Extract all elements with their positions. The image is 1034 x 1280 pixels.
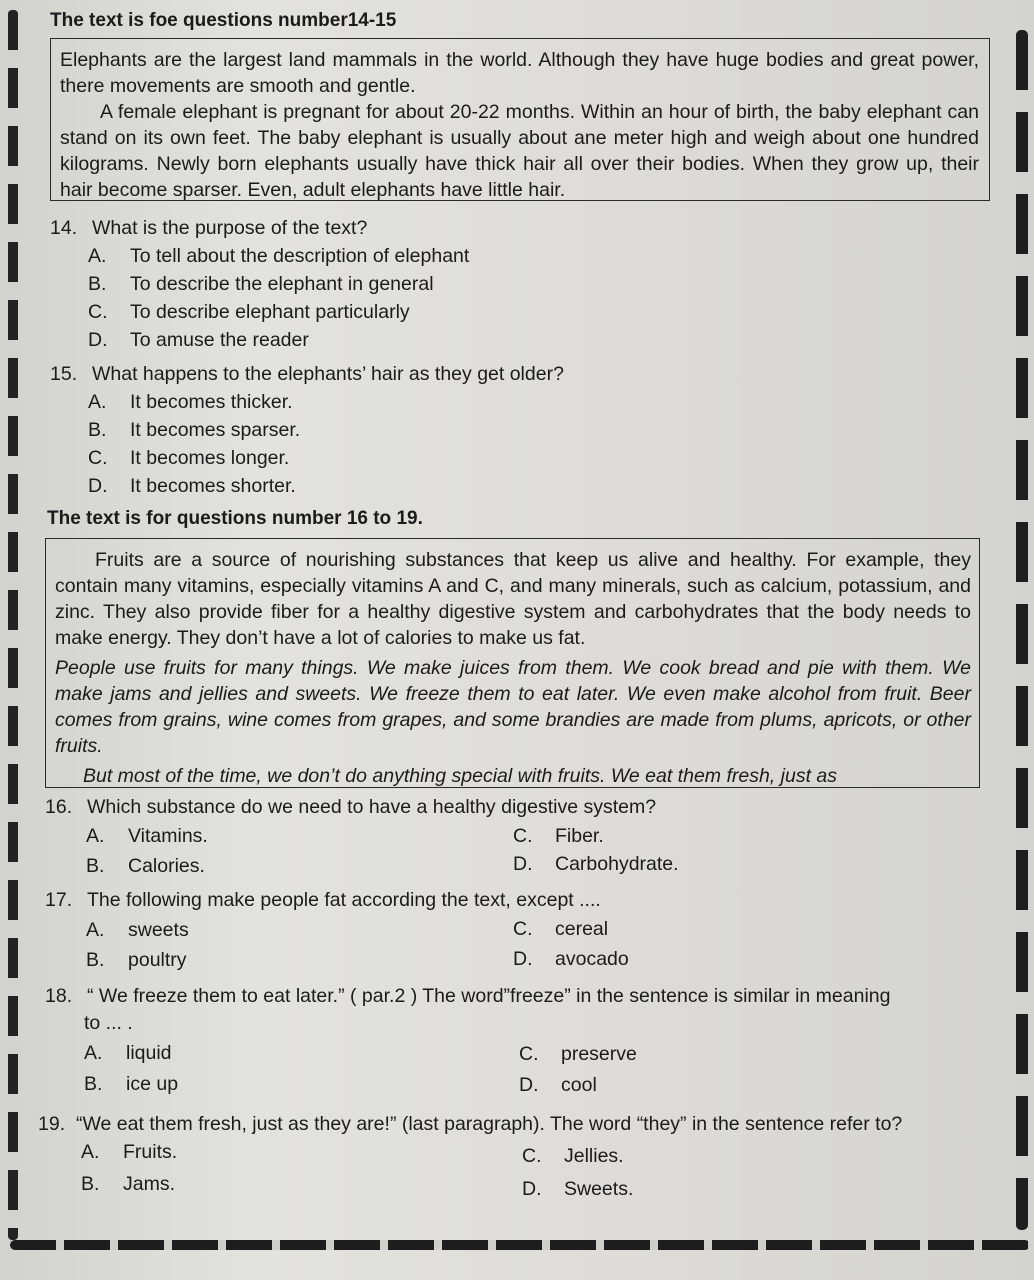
option-17c[interactable] (513, 918, 608, 941)
option-letter: C. (522, 1145, 542, 1167)
option-19c[interactable] (522, 1145, 624, 1168)
option-letter: D. (88, 329, 108, 351)
option-16d[interactable] (513, 853, 679, 876)
option-letter: C. (519, 1043, 539, 1065)
option-text: cool (561, 1074, 597, 1096)
option-letter: C. (513, 825, 533, 847)
question-17 (45, 889, 601, 912)
question-19 (38, 1113, 902, 1136)
option-text: cereal (555, 918, 609, 940)
option-text: liquid (126, 1042, 172, 1064)
option-letter: B. (84, 1073, 103, 1095)
elephant-passage (50, 38, 990, 201)
option-letter: A. (86, 825, 105, 847)
binding-right (1016, 30, 1028, 1230)
option-14a[interactable] (88, 245, 469, 268)
passage1-paragraph-1: Elephants are the largest land mammals in the world. Although they have huge bodies and great power, there movements are smooth and gentle. (60, 49, 979, 97)
question-15 (50, 363, 564, 386)
option-16b[interactable] (86, 855, 205, 878)
option-18b[interactable] (84, 1073, 178, 1096)
option-text: Calories. (128, 855, 205, 877)
question-number: 18. (45, 985, 73, 1007)
question-number: 16. (45, 796, 73, 818)
option-text: Vitamins. (128, 825, 208, 847)
option-17a[interactable] (86, 919, 189, 942)
question-number: 15. (50, 363, 78, 385)
option-letter: D. (522, 1178, 542, 1200)
option-letter: D. (513, 853, 533, 875)
option-letter: A. (86, 919, 105, 941)
option-letter: D. (88, 475, 108, 497)
option-letter: B. (81, 1173, 100, 1195)
passage2-paragraph-1: Fruits are a source of nourishing substances that keep us alive and healthy. For example, they contain many vitamins, especially vitamins A and C, and many minerals, such as calcium, potassium, and zinc. They also provide fiber for a healthy digestive system and carbohydrates that the body needs to make energy. They don’t have a lot of calories to make us fat. (55, 549, 971, 649)
option-text: poultry (128, 949, 187, 971)
option-letter: C. (88, 301, 108, 323)
option-14b[interactable] (88, 273, 434, 296)
option-letter: C. (88, 447, 108, 469)
option-18a[interactable] (84, 1042, 172, 1065)
passage2-paragraph-2: People use fruits for many things. We make juices from them. We cook bread and pie with them. We make jams and jellies and sweets. We freeze them to eat later. We even make alcohol from fruit. Beer comes from grains, wine comes from grapes, and some brandies are made from plums, apricots, or other fruits. (55, 657, 971, 757)
question-14 (50, 217, 367, 240)
question-text: The following make people fat according the text, except .... (87, 889, 601, 911)
option-text: To describe the elephant in general (130, 273, 434, 295)
option-letter: B. (86, 949, 105, 971)
question-number: 19. (38, 1113, 66, 1135)
question-18 (45, 985, 890, 1008)
option-text: Sweets. (564, 1178, 634, 1200)
option-letter: A. (88, 391, 107, 413)
question-text: What is the purpose of the text? (92, 217, 368, 239)
option-letter: A. (84, 1042, 103, 1064)
section1-heading: The text is foe questions number14-15 (50, 10, 397, 31)
option-text: ice up (126, 1073, 179, 1095)
option-19d[interactable] (522, 1178, 633, 1201)
option-text: Fruits. (123, 1141, 178, 1163)
option-text: preserve (561, 1043, 637, 1065)
binding-left (8, 10, 18, 1240)
option-18c[interactable] (519, 1043, 637, 1066)
question-text: “ We freeze them to eat later.” ( par.2 ) The word”freeze” in the sentence is similar in meaning (87, 985, 891, 1007)
option-17d[interactable] (513, 948, 629, 971)
option-text: Carbohydrate. (555, 853, 679, 875)
option-text: To tell about the description of elephant (130, 245, 470, 267)
option-19a[interactable] (81, 1141, 177, 1164)
option-16a[interactable] (86, 825, 208, 848)
binding-bottom (10, 1240, 1030, 1250)
option-text: Fiber. (555, 825, 604, 847)
option-19b[interactable] (81, 1173, 175, 1196)
option-text: To amuse the reader (130, 329, 309, 351)
passage1-paragraph-2: A female elephant is pregnant for about 20-22 months. Within an hour of birth, the baby elephant can stand on its own feet. The baby elephant is usually about ane meter high and weigh about one hundred kilograms. Newly born elephants usually have thick hair all over their bodies. When they grow up, their hair become sparser. Even, adult elephants have little hair. (60, 101, 979, 201)
question-text: What happens to the elephants’ hair as they get older? (92, 363, 564, 385)
option-18d[interactable] (519, 1074, 597, 1097)
question-18-continuation: to ... . (84, 1012, 133, 1034)
option-text: It becomes thicker. (130, 391, 293, 413)
option-text: sweets (128, 919, 189, 941)
question-number: 17. (45, 889, 73, 911)
question-number: 14. (50, 217, 78, 239)
option-text: avocado (555, 948, 629, 970)
option-letter: C. (513, 918, 533, 940)
option-letter: A. (81, 1141, 100, 1163)
question-text: Which substance do we need to have a healthy digestive system? (87, 796, 657, 818)
option-15b[interactable] (88, 419, 300, 442)
option-text: To describe elephant particularly (130, 301, 410, 323)
question-text: “We eat them fresh, just as they are!” (last paragraph). The word “they” in the sentence refer to? (76, 1113, 903, 1135)
question-16 (45, 796, 656, 819)
option-text: Jellies. (564, 1145, 624, 1167)
option-letter: B. (88, 419, 107, 441)
section2-heading: The text is for questions number 16 to 19. (47, 508, 423, 529)
option-letter: B. (86, 855, 105, 877)
option-text: It becomes longer. (130, 447, 290, 469)
option-letter: A. (88, 245, 107, 267)
option-text: It becomes sparser. (130, 419, 301, 441)
option-15d[interactable] (88, 475, 296, 498)
option-15a[interactable] (88, 391, 293, 414)
option-15c[interactable] (88, 447, 289, 470)
fruit-passage (45, 538, 980, 788)
passage2-paragraph-3: But most of the time, we don’t do anything special with fruits. We eat them fresh, just as (83, 765, 837, 787)
option-14c[interactable] (88, 301, 410, 324)
option-letter: D. (513, 948, 533, 970)
option-14d[interactable] (88, 329, 309, 352)
option-17b[interactable] (86, 949, 187, 972)
option-text: It becomes shorter. (130, 475, 296, 497)
option-text: Jams. (123, 1173, 176, 1195)
option-letter: D. (519, 1074, 539, 1096)
option-letter: B. (88, 273, 107, 295)
option-16c[interactable] (513, 825, 604, 848)
